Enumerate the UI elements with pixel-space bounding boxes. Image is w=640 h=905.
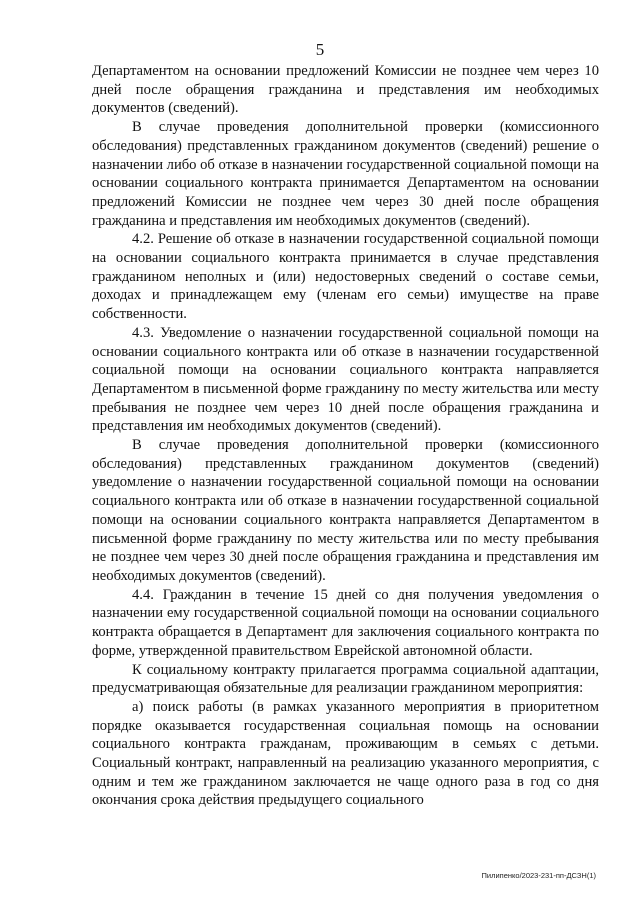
paragraph-4-2: 4.2. Решение об отказе в назначении государственной социальной помощи на основании социального контракта принимается в случае представления гражданином неполных и (или) недостоверных сведений о составе семьи, доходах и принадлежащем ему (членам его семьи) имуществе на праве собственности. — [92, 231, 599, 323]
page-number: 5 — [315, 40, 325, 59]
document-footer-code: Пилипенко/2023-231-пп-ДСЗН(1) — [481, 871, 596, 880]
paragraph-adaptation-program: К социальному контракту прилагается программа социальной адаптации, предусматривающая обязательные для реализации гражданином мероприятия: — [92, 661, 599, 697]
paragraph-continuation: Департаментом на основании предложений Комиссии не позднее чем через 10 дней после обращения гражданина и представления им необходимых документов (сведений). — [92, 63, 599, 117]
paragraph-additional-check-notice: В случае проведения дополнительной проверки (комиссионного обследования) представленных гражданином документов (сведений) уведомление о назначении государственной социальной помощи на основании социального контракта или об отказе в назначении государственной социальной помощи на основании социального контракта направляется Департаментом в письменной форме гражданину по месту жительства или по месту пребывания не позднее чем через 30 дней после обращения гражданина и представления им необходимых документов (сведений). — [92, 437, 599, 584]
paragraph-4-4: 4.4. Гражданин в течение 15 дней со дня получения уведомления о назначении ему государственной социальной помощи на основании социального контракта обращается в Департамент для заключения социального контракта по форме, утвержденной правительством Еврейской автономной области. — [92, 586, 599, 659]
paragraph-4-3: 4.3. Уведомление о назначении государственной социальной помощи на основании социального контракта или об отказе в назначении государственной социальной помощи на основании социального контракта направляется Департаментом в письменной форме гражданину по месту жительства или месту пребывания не позднее чем через 10 дней после обращения гражданина и представления им необходимых документов (сведений). — [92, 324, 599, 435]
paragraph-item-a: а) поиск работы (в рамках указанного мероприятия в приоритетном порядке оказывается государственная социальная помощь на основании социального контракта гражданам, проживающим в семьях с детьми. Социальный контракт, направленный на реализацию указанного мероприятия, с одним и тем же гражданином заключается не чаще одного раза в год со дня окончания срока действия предыдущего социального — [92, 698, 599, 809]
document-body — [92, 62, 599, 810]
paragraph-additional-check-decision: В случае проведения дополнительной проверки (комиссионного обследования) представленных гражданином документов (сведений) решение о назначении либо об отказе в назначении государственной социальной помощи на основании социального контракта принимается Департаментом на основании предложений Комиссии не позднее чем через 30 дней после обращения гражданина и представления им необходимых документов (сведений). — [92, 119, 599, 229]
